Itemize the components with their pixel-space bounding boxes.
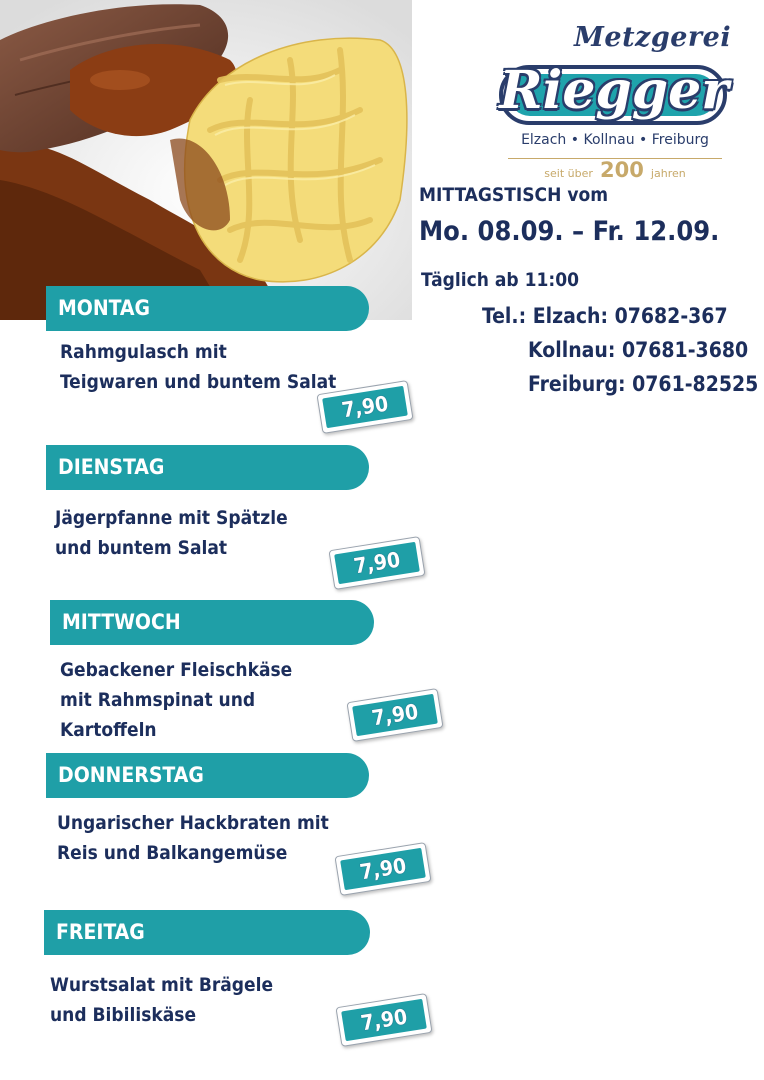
dish-line: Jägerpfanne mit Spätzle — [55, 507, 288, 529]
dish-line: Teigwaren und buntem Salat — [60, 371, 337, 393]
phone-elzach: Tel.: Elzach: 07682-367 — [482, 304, 728, 328]
day-bar-friday: FREITAG — [44, 910, 370, 955]
day-bar-monday: MONTAG — [46, 286, 369, 331]
logo-top-text: Metzgerei — [574, 22, 732, 53]
date-range: Mo. 08.09. – Fr. 12.09. — [419, 216, 720, 247]
since-suffix: jahren — [650, 167, 686, 180]
price-value: 7,90 — [334, 542, 420, 584]
dish-friday — [50, 970, 273, 1030]
food-photo — [0, 0, 412, 320]
phone-kollnau: Kollnau: 07681-3680 — [528, 338, 749, 362]
dish-line: Wurstsalat mit Brägele — [50, 974, 274, 996]
daily-hours: Täglich ab 11:00 — [421, 269, 579, 291]
logo-name: Riegger — [499, 60, 729, 121]
dish-tuesday — [55, 503, 288, 563]
dish-line: und Bibiliskäse — [50, 1004, 197, 1026]
dish-wednesday — [60, 655, 292, 745]
price-value: 7,90 — [341, 999, 427, 1041]
phone-freiburg: Freiburg: 0761-82525 — [528, 372, 759, 396]
dish-line: Gebackener Fleischkäse — [60, 659, 293, 681]
dish-monday — [60, 337, 336, 397]
logo-since — [510, 158, 720, 182]
dish-line: Kartoffeln — [60, 719, 157, 741]
price-value: 7,90 — [322, 386, 408, 428]
brand-logo — [494, 12, 734, 187]
dish-line: Ungarischer Hackbraten mit — [57, 812, 329, 834]
price-tag-tuesday — [328, 536, 425, 590]
dish-line: und buntem Salat — [55, 537, 228, 559]
dish-thursday — [57, 808, 329, 868]
dish-line: Reis und Balkangemüse — [57, 842, 288, 864]
day-bar-wednesday: MITTWOCH — [50, 600, 374, 645]
price-tag-wednesday — [346, 688, 443, 742]
logo-cities: Elzach • Kollnau • Freiburg — [521, 132, 709, 148]
price-value: 7,90 — [340, 848, 426, 890]
price-tag-thursday — [334, 842, 431, 896]
dish-line: mit Rahmspinat und — [60, 689, 256, 711]
price-value: 7,90 — [352, 694, 438, 736]
menu-title: MITTAGSTISCH vom — [419, 184, 609, 206]
since-number: 200 — [599, 158, 644, 182]
dish-line: Rahmgulasch mit — [60, 341, 227, 363]
day-bar-thursday: DONNERSTAG — [46, 753, 369, 798]
price-tag-friday — [335, 993, 432, 1047]
since-prefix: seit über — [544, 167, 593, 180]
day-bar-tuesday: DIENSTAG — [46, 445, 369, 490]
